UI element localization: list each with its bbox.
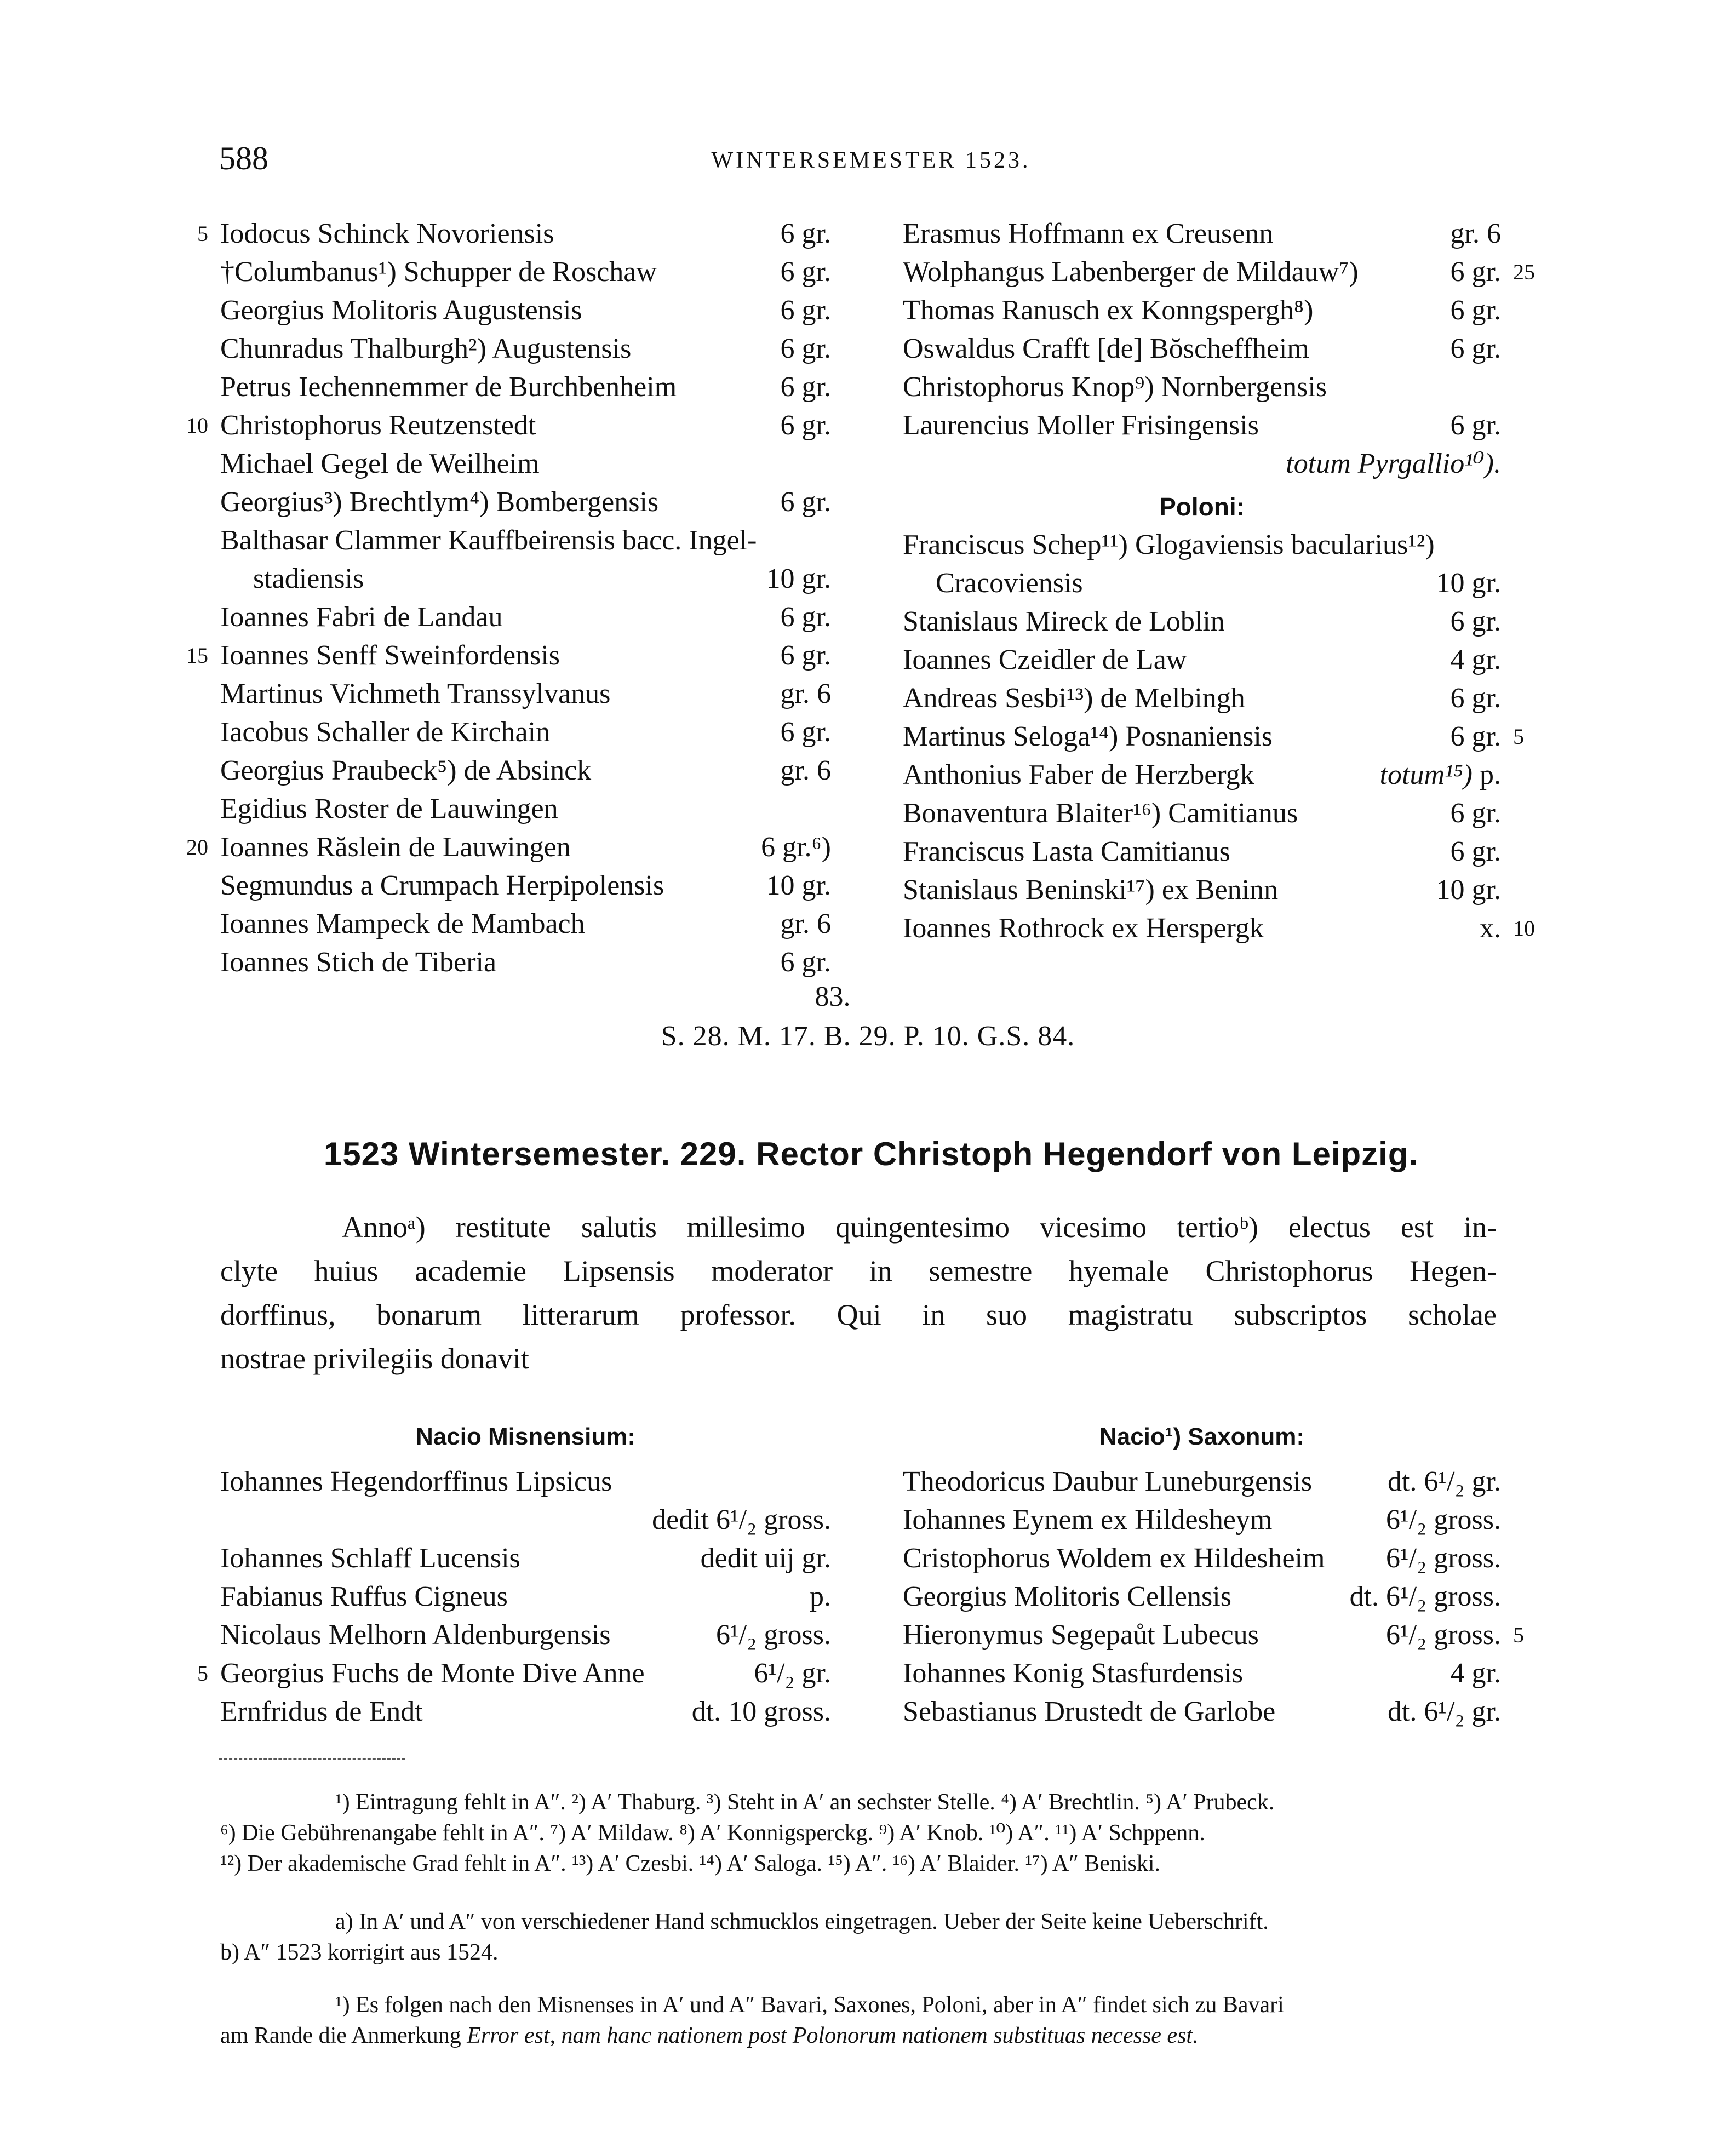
list-item — [220, 445, 831, 483]
student-name: Martinus Seloga¹⁴) Posnaniensis — [903, 721, 1273, 752]
misnensium-column — [197, 1463, 831, 1737]
fee-note-italic: totum¹⁵) — [1379, 759, 1473, 790]
student-name: Oswaldus Crafft [de] Bŏscheffheim — [903, 333, 1309, 364]
list-item — [903, 1693, 1501, 1731]
student-name: Iodocus Schinck Novoriensis — [220, 218, 554, 249]
student-name: Wolphangus Labenberger de Mildauw⁷) — [903, 256, 1359, 288]
total-count: 83. — [815, 981, 851, 1012]
fee-amount: 6 gr. — [1450, 683, 1501, 714]
list-item — [903, 641, 1501, 679]
list-item — [903, 833, 1501, 871]
line-number: 20 — [186, 835, 208, 860]
fee-amount: 6 gr.⁶) — [761, 832, 831, 863]
student-name: Franciscus Schep¹¹) Glogaviensis bacularius¹²) — [903, 529, 1435, 560]
footnote-line: ¹²) Der akademische Grad fehlt in A″. ¹³) A′ Czesbi. ¹⁴) A′ Saloga. ¹⁵) A″. ¹⁶) A′ Blaider. ¹⁷) A″ Beniski. — [220, 1851, 1161, 1876]
letter-footnotes — [220, 1906, 1499, 1968]
list-item — [903, 564, 1501, 603]
student-name: Ioannes Rothrock ex Herspergk — [903, 913, 1264, 944]
list-item — [197, 215, 831, 253]
saxonum-heading: Nacio¹) Saxonum: — [1099, 1423, 1305, 1450]
student-name: †Columbanus¹) Schupper de Roschaw — [220, 256, 657, 288]
fee-amount: 10 gr. — [1436, 568, 1501, 599]
list-item — [220, 1539, 831, 1578]
spacer — [903, 483, 1501, 488]
list-item — [903, 794, 1501, 833]
list-item — [903, 368, 1501, 406]
misnensium-heading: Nacio Misnensium: — [416, 1423, 635, 1450]
row-note: totum Pyrgallio¹⁰). — [1286, 448, 1501, 479]
list-item — [903, 603, 1501, 641]
list-item — [220, 790, 831, 828]
fee-amount: dt. 6¹/₂ gr. — [1387, 1466, 1501, 1497]
footnote-line: b) A″ 1523 korrigirt aus 1524. — [220, 1940, 499, 1965]
line-number: 15 — [186, 643, 208, 668]
fee-amount: 4 gr. — [1450, 1658, 1501, 1689]
footnote-line — [220, 2020, 1499, 2051]
list-item — [903, 330, 1501, 368]
right-name-column — [903, 215, 1535, 982]
numbered-footnotes — [220, 1787, 1499, 1879]
line-number: 5 — [1513, 724, 1524, 749]
list-item — [220, 1616, 831, 1654]
list-item — [903, 1616, 1524, 1654]
footnote-italic-text: Error est, nam hanc nationem post Polonorum nationem substituas necesse est. — [467, 2023, 1199, 2048]
intro-line: dorffinus, bonarum litterarum professor. Qui in suo magistratu subscriptos scholae — [220, 1298, 1497, 1331]
fee-amount: 6 gr. — [1450, 836, 1501, 867]
list-item — [220, 253, 831, 291]
fee-amount: gr. 6 — [780, 678, 831, 709]
student-name: Fabianus Ruffus Cigneus — [220, 1581, 508, 1612]
student-name: Christophorus Knop⁹) Nornbergensis — [903, 371, 1327, 403]
fee-amount: 6 gr. — [1450, 606, 1501, 637]
fee-amount: 6 gr. — [780, 486, 831, 518]
list-item — [220, 598, 831, 637]
list-item — [903, 445, 1501, 483]
fee-amount: 6 gr. — [780, 410, 831, 441]
list-item — [220, 1463, 831, 1501]
list-item — [220, 905, 831, 943]
list-item — [903, 909, 1535, 948]
student-name: Ioannes Czeidler de Law — [903, 644, 1187, 675]
list-item — [220, 560, 831, 598]
fee-amount: 6 gr. — [1450, 256, 1501, 288]
student-name: Iohannes Schlaff Lucensis — [220, 1543, 520, 1574]
line-number: 10 — [1513, 916, 1535, 941]
student-name: Franciscus Lasta Camitianus — [903, 836, 1230, 867]
saxonum-list — [903, 1463, 1524, 1731]
student-name: Bonaventura Blaiter¹⁶) Camitianus — [903, 798, 1298, 829]
nacio-footnote — [220, 1990, 1499, 2051]
list-item — [186, 828, 831, 867]
saxonum-column — [903, 1463, 1524, 1737]
fee-amount: 6 gr. — [780, 640, 831, 671]
student-name: Stanislaus Mireck de Loblin — [903, 606, 1225, 637]
summary-line: S. 28. M. 17. B. 29. P. 10. G.S. 84. — [661, 1021, 1075, 1052]
student-name: Egidius Roster de Lauwingen — [220, 793, 558, 824]
student-name: Stanislaus Beninski¹⁷) ex Beninn — [903, 874, 1279, 906]
list-item — [220, 522, 831, 560]
fee-amount: 10 gr. — [766, 563, 831, 594]
list-item — [903, 679, 1501, 718]
student-name: Georgius Molitoris Cellensis — [903, 1581, 1231, 1612]
left-name-column — [186, 215, 831, 982]
line-number: 5 — [197, 1661, 208, 1686]
fee-amount: 6 gr. — [1450, 798, 1501, 829]
fee-amount: 6 gr. — [1450, 410, 1501, 441]
student-name: Nicolaus Melhorn Aldenburgensis — [220, 1619, 611, 1651]
student-name: Hieronymus Segepaůt Lubecus — [903, 1619, 1259, 1651]
running-title: WINTERSEMESTER 1523. — [711, 148, 1031, 173]
list-item — [220, 675, 831, 713]
list-item — [903, 1463, 1501, 1501]
list-item — [220, 483, 831, 522]
intro-line: clyte huius academie Lipsensis moderator in semestre hyemale Christophorus Hegen- — [220, 1254, 1497, 1287]
list-item — [903, 1654, 1501, 1693]
student-name: Theodoricus Daubur Luneburgensis — [903, 1466, 1313, 1497]
fee-amount: 6 gr. — [780, 333, 831, 364]
left-name-list — [186, 215, 831, 982]
student-name: Iohannes Eynem ex Hildesheym — [903, 1504, 1273, 1536]
footnote-line: ¹) Eintragung fehlt in A″. ²) A′ Thaburg. ³) Steht in A′ an sechster Stelle. ⁴) A′ Brechtlin. ⁵) A′ Prubeck. — [335, 1790, 1275, 1815]
fee-amount: 6 gr. — [1450, 721, 1501, 752]
list-item — [220, 1693, 831, 1731]
student-name: Chunradus Thalburgh²) Augustensis — [220, 333, 632, 364]
footnote-line: ⁶) Die Gebührenangabe fehlt in A″. ⁷) A′ Mildaw. ⁸) A′ Konnigsperckg. ⁹) A′ Knob. ¹⁰) A″. ¹¹) A′ Schppenn. — [220, 1820, 1205, 1846]
student-name: Ioannes Fabri de Landau — [220, 601, 503, 633]
student-name: Georgius Fuchs de Monte Dive Anne — [220, 1658, 645, 1689]
list-item — [220, 1578, 831, 1616]
fee-amount: 10 gr. — [766, 870, 831, 901]
student-name: Michael Gegel de Weilheim — [220, 448, 540, 479]
fee-amount: dt. 6¹/₂ gross. — [1349, 1581, 1501, 1612]
list-item — [220, 713, 831, 752]
student-name: Anthonius Faber de Herzbergk — [903, 759, 1254, 790]
student-name: Balthasar Clammer Kauffbeirensis bacc. Ingel- — [220, 525, 757, 556]
list-item — [220, 1501, 831, 1539]
line-number: 5 — [197, 221, 208, 246]
student-name: Petrus Iechennemmer de Burchbenheim — [220, 371, 677, 403]
list-item — [903, 406, 1501, 445]
fee-amount: 6 gr. — [780, 295, 831, 326]
fee-amount: gr. 6 — [780, 755, 831, 786]
fee-amount: dt. 10 gross. — [691, 1696, 831, 1727]
list-item — [220, 330, 831, 368]
student-name: Ioannes Senff Sweinfordensis — [220, 640, 560, 671]
student-name: Thomas Ranusch ex Konngspergh⁸) — [903, 295, 1314, 326]
fee-amount: gr. 6 — [1450, 218, 1501, 249]
intro-line: Annoᵃ) restitute salutis millesimo quingentesimo vicesimo tertioᵇ) electus est in- — [342, 1211, 1497, 1244]
fee-amount: dedit uij gr. — [700, 1543, 831, 1574]
fee-amount: 6 gr. — [780, 218, 831, 249]
student-name: Ioannes Răslein de Lauwingen — [220, 832, 571, 863]
fee-amount: 6 gr. — [780, 601, 831, 633]
student-name: Erasmus Hoffmann ex Creusenn — [903, 218, 1274, 249]
list-item — [903, 718, 1524, 756]
list-item — [220, 867, 831, 905]
list-item — [220, 943, 831, 982]
list-item — [903, 1539, 1501, 1578]
fee-amount: 6 gr. — [1450, 333, 1501, 364]
student-name: Iohannes Hegendorffinus Lipsicus — [220, 1466, 612, 1497]
list-item — [220, 291, 831, 330]
page-header — [219, 140, 1523, 189]
right-name-list — [903, 215, 1535, 948]
fee-amount: 6 gr. — [780, 717, 831, 748]
list-item — [197, 1654, 831, 1693]
list-item — [186, 406, 831, 445]
fee-amount: 10 gr. — [1436, 874, 1501, 906]
student-name: Ernfridus de Endt — [220, 1696, 423, 1727]
student-name: stadiensis — [253, 563, 364, 594]
section-heading: 1523 Wintersemester. 229. Rector Christoph Hegendorf von Leipzig. — [323, 1136, 1419, 1172]
intro-line: nostrae privilegiis donavit — [220, 1342, 529, 1375]
misnensium-list — [197, 1463, 831, 1731]
fee-amount: dt. 6¹/₂ gr. — [1387, 1696, 1501, 1727]
fee-amount: 6 gr. — [780, 256, 831, 288]
student-name: Andreas Sesbi¹³) de Melbingh — [903, 683, 1245, 714]
student-name: Georgius Molitoris Augustensis — [220, 295, 582, 326]
list-item — [903, 756, 1501, 794]
list-item — [903, 526, 1501, 564]
list-item — [186, 637, 831, 675]
student-name: Laurencius Moller Frisingensis — [903, 410, 1259, 441]
fee-amount: 6¹/₂ gr. — [754, 1658, 831, 1689]
list-item — [903, 1578, 1501, 1616]
fee-amount: 6 gr. — [780, 371, 831, 403]
intro-paragraph — [220, 1205, 1497, 1380]
student-name: Christophorus Reutzenstedt — [220, 410, 536, 441]
fee-amount: 6 gr. — [1450, 295, 1501, 326]
fee-amount: gr. 6 — [780, 908, 831, 939]
student-name: Georgius³) Brechtlym⁴) Bombergensis — [220, 486, 659, 518]
student-name: Segmundus a Crumpach Herpipolensis — [220, 870, 664, 901]
student-name: Cracoviensis — [936, 568, 1083, 599]
line-number: 10 — [186, 413, 208, 438]
list-item — [903, 215, 1501, 253]
fee-amount: 6 gr. — [780, 947, 831, 978]
student-name: Georgius Praubeck⁵) de Absinck — [220, 755, 592, 786]
footnote-text: am Rande die Anmerkung — [220, 2023, 467, 2048]
student-name: Ioannes Mampeck de Mambach — [220, 908, 585, 939]
student-name: Iacobus Schaller de Kirchain — [220, 717, 551, 748]
list-item — [903, 1501, 1501, 1539]
fee-amount: 6¹/₂ gross. — [716, 1619, 831, 1651]
list-item — [220, 368, 831, 406]
list-item — [903, 291, 1501, 330]
student-name: Martinus Vichmeth Transsylvanus — [220, 678, 611, 709]
list-item — [220, 752, 831, 790]
fee-amount: p. — [810, 1581, 831, 1612]
fee-amount: 4 gr. — [1450, 644, 1501, 675]
list-item — [903, 253, 1535, 291]
fee-amount: 6¹/₂ gross. — [1386, 1504, 1501, 1536]
fee-amount: dedit 6¹/₂ gross. — [652, 1504, 831, 1536]
fee-amount: totum¹⁵) p. — [1379, 759, 1501, 790]
group-heading — [903, 488, 1501, 526]
student-name: Cristophorus Woldem ex Hildesheim — [903, 1543, 1325, 1574]
student-name: Ioannes Stich de Tiberia — [220, 947, 497, 978]
student-name: Sebastianus Drustedt de Garlobe — [903, 1696, 1276, 1727]
student-name: Iohannes Konig Stasfurdensis — [903, 1658, 1244, 1689]
group-heading-text: Poloni: — [1159, 492, 1245, 521]
footnote-rule — [219, 1758, 405, 1760]
footnote-line: ¹) Es folgen nach den Misnenses in A′ und A″ Bavari, Saxones, Poloni, aber in A″ findet sich zu Bavari — [335, 1992, 1284, 2018]
fee-amount: 6¹/₂ gross. — [1386, 1619, 1501, 1651]
page-number: 588 — [219, 140, 268, 176]
list-item — [903, 871, 1501, 909]
fee-amount: 6¹/₂ gross. — [1386, 1543, 1501, 1574]
fee-amount: x. — [1480, 913, 1501, 944]
line-number: 5 — [1513, 1623, 1524, 1647]
footnote-line: a) In A′ und A″ von verschiedener Hand schmucklos eingetragen. Ueber der Seite keine Ueberschrift. — [335, 1909, 1269, 1934]
line-number: 25 — [1513, 260, 1535, 284]
